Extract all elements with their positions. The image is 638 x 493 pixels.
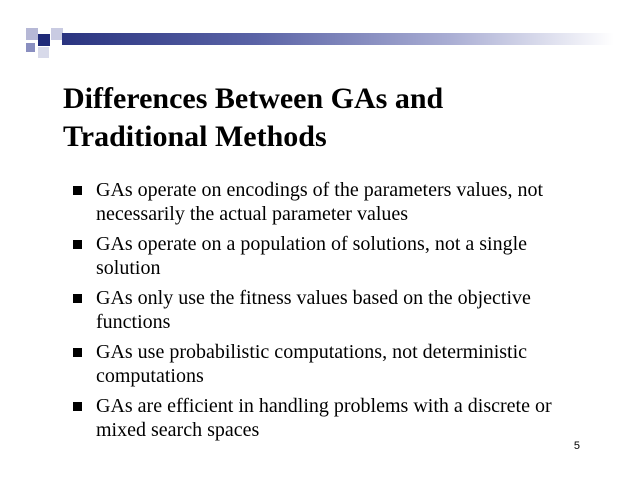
bullet-text: GAs only use the fitness values based on the objective functions	[96, 287, 531, 333]
deco-square	[38, 34, 50, 46]
square-bullet-icon	[73, 348, 82, 357]
deco-square	[38, 47, 49, 58]
bullet-item	[70, 286, 570, 334]
square-bullet-icon	[73, 240, 82, 249]
page-number: 5	[573, 440, 580, 452]
header-gradient-bar	[62, 33, 614, 45]
bullet-item	[70, 394, 570, 442]
title-line-2: Traditional Methods	[63, 120, 327, 153]
slide-title	[63, 80, 583, 156]
bullet-item	[70, 178, 570, 226]
bullet-text: GAs are efficient in handling problems with a discrete or mixed search spaces	[96, 395, 552, 441]
square-bullet-icon	[73, 294, 82, 303]
bullet-text: GAs operate on encodings of the parameters values, not necessarily the actual parameter values	[96, 179, 544, 225]
bullet-item	[70, 232, 570, 280]
title-line-1: Differences Between GAs and	[63, 82, 444, 115]
bullet-text: GAs operate on a population of solutions, not a single solution	[96, 233, 528, 279]
bullet-item	[70, 340, 570, 388]
square-bullet-icon	[73, 186, 82, 195]
bullet-text: GAs use probabilistic computations, not deterministic computations	[96, 341, 528, 387]
deco-square	[26, 28, 38, 40]
square-bullet-icon	[73, 402, 82, 411]
bullet-list	[70, 178, 570, 448]
deco-square	[26, 43, 35, 52]
